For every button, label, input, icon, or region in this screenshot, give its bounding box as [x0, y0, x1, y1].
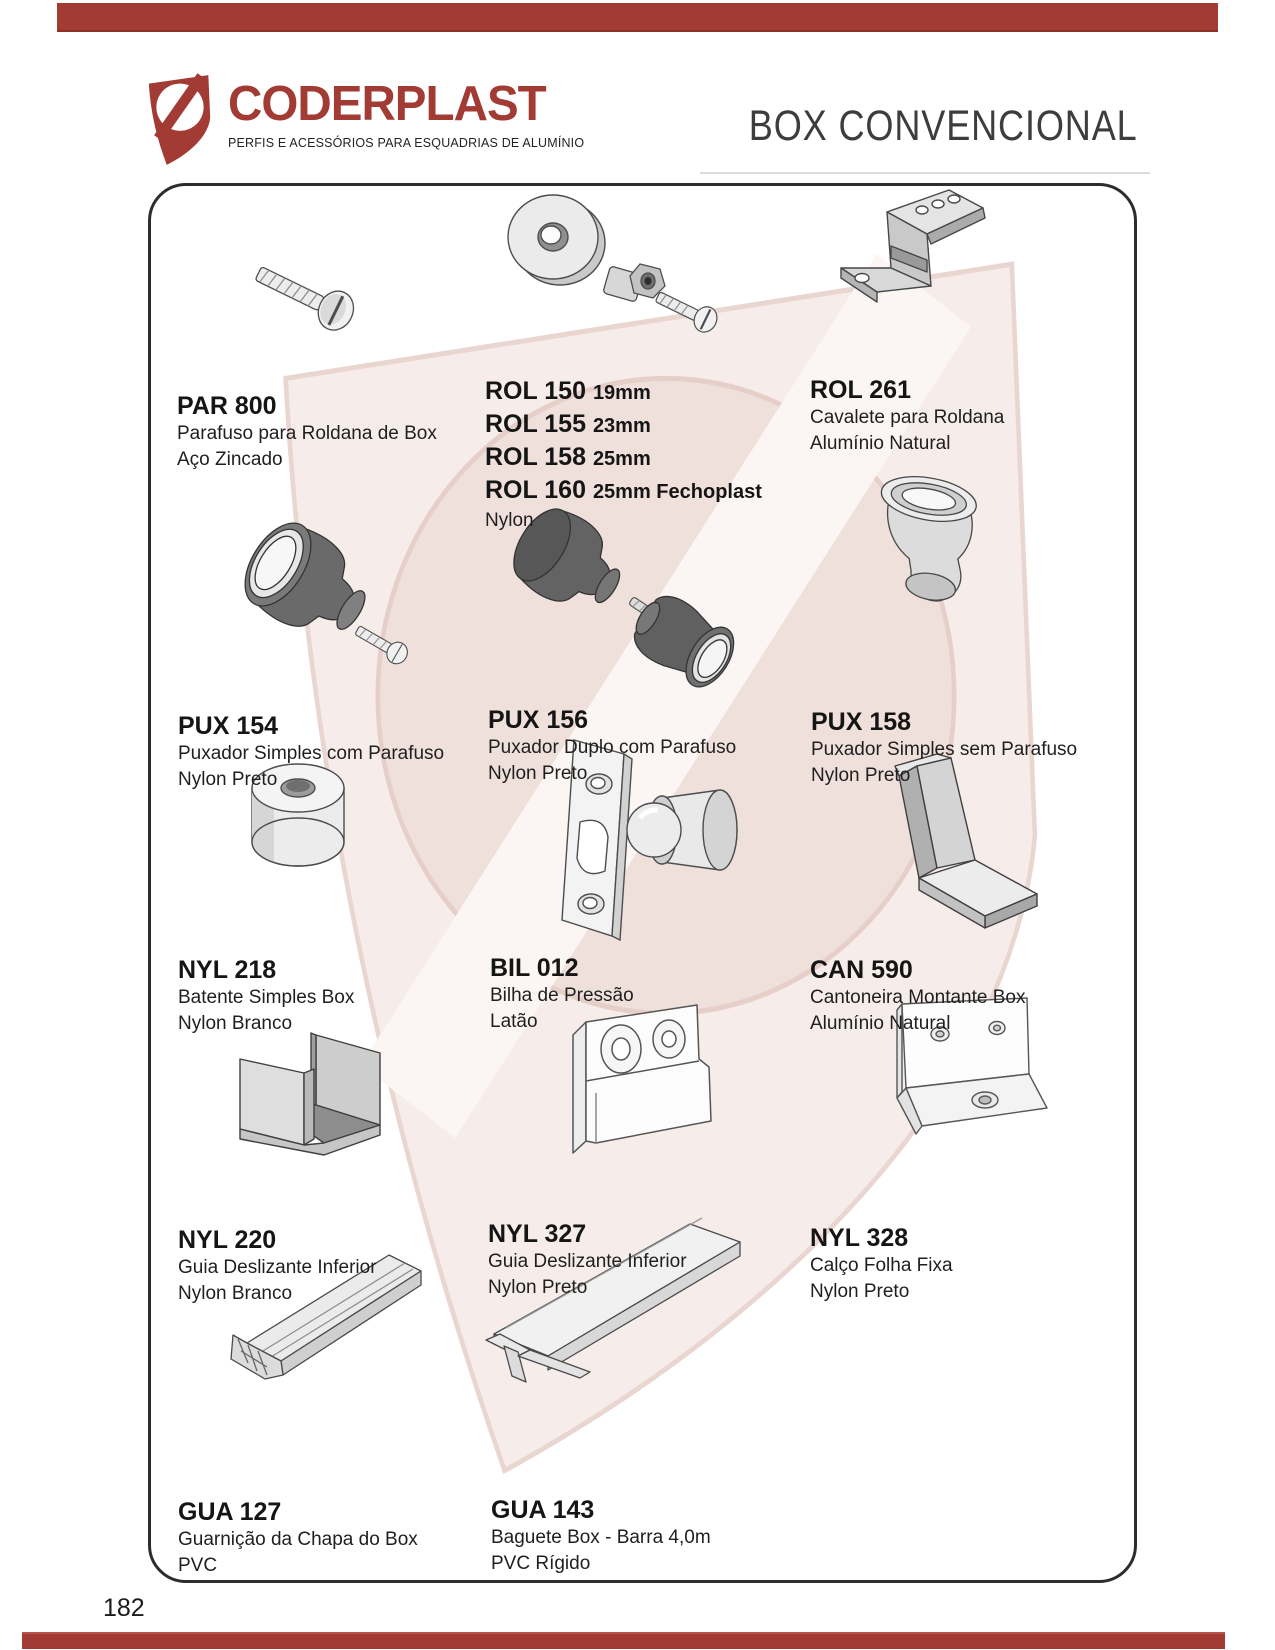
- product-material: Alumínio Natural: [810, 1013, 951, 1034]
- product-pux-156: [488, 705, 736, 787]
- coderplast-logo: [228, 77, 599, 150]
- product-gua-143: [491, 1495, 711, 1577]
- product-pux-158: [811, 707, 1077, 789]
- product-material: Aço Zincado: [177, 449, 283, 470]
- product-grid-container: [148, 183, 1137, 1583]
- product-bil-012: [490, 953, 634, 1035]
- brand-tagline: PERFIS E ACESSÓRIOS PARA ESQUADRIAS DE ALUMÍNIO: [228, 135, 585, 150]
- product-desc: Baguete Box - Barra 4,0m: [491, 1527, 711, 1548]
- product-code: ROL 261: [810, 376, 911, 404]
- product-code: PAR 800: [177, 392, 277, 420]
- product-code: GUA 127: [178, 1498, 282, 1526]
- rol-roller-illustration: [506, 190, 724, 342]
- product-material: Nylon Preto: [810, 1281, 910, 1302]
- product-rol-series: [485, 376, 762, 534]
- pux-158-knob-illustration: [859, 470, 1001, 630]
- product-par-800: [177, 391, 437, 473]
- product-code-line: ROL 150 19mm: [485, 377, 651, 405]
- product-material: Nylon Branco: [178, 1013, 293, 1034]
- product-code: BIL 012: [490, 954, 579, 982]
- product-nyl-327: [488, 1219, 687, 1301]
- product-material: PVC Rígido: [491, 1553, 591, 1574]
- par-800-screw-illustration: [251, 252, 366, 342]
- product-code: PUX 158: [811, 708, 912, 736]
- product-nyl-220: [178, 1225, 377, 1307]
- product-code: GUA 143: [491, 1496, 595, 1524]
- product-desc: Parafuso para Roldana de Box: [177, 423, 437, 444]
- product-desc: Guia Deslizante Inferior: [178, 1257, 377, 1278]
- product-nyl-218: [178, 955, 354, 1037]
- page-number: 182: [103, 1594, 145, 1622]
- product-material: Nylon Preto: [488, 1277, 588, 1298]
- product-code: PUX 156: [488, 706, 589, 734]
- product-material: PVC: [178, 1555, 218, 1576]
- product-desc: Guarnição da Chapa do Box: [178, 1529, 418, 1550]
- nyl-220-channel-illustration: [226, 1031, 394, 1179]
- product-code: NYL 218: [178, 956, 277, 984]
- product-material: Nylon: [485, 510, 534, 531]
- product-desc: Puxador Simples sem Parafuso: [811, 739, 1078, 760]
- product-rol-261: [810, 375, 1004, 457]
- rol-261-bracket-illustration: [829, 188, 997, 326]
- product-desc: Calço Folha Fixa: [810, 1255, 953, 1276]
- product-code-line: ROL 160 25mm Fechoplast: [485, 476, 762, 504]
- product-code: PUX 154: [178, 712, 279, 740]
- product-material: Alumínio Natural: [810, 433, 951, 454]
- product-nyl-328: [810, 1223, 953, 1305]
- product-material: Nylon Preto: [488, 763, 588, 784]
- top-red-bar: [57, 3, 1218, 32]
- product-code: NYL 220: [178, 1226, 277, 1254]
- product-desc: Batente Simples Box: [178, 987, 355, 1008]
- header-rule: [700, 172, 1150, 174]
- product-desc: Puxador Duplo com Parafuso: [488, 737, 737, 758]
- page-title: BOX CONVENCIONAL: [748, 102, 1138, 150]
- product-material: Latão: [490, 1011, 538, 1032]
- product-code-line: ROL 158 25mm: [485, 443, 651, 471]
- product-material: Nylon Preto: [178, 769, 278, 790]
- product-can-590: [810, 955, 1025, 1037]
- product-code: CAN 590: [810, 956, 913, 984]
- coderplast-logo-icon: [146, 72, 214, 167]
- pux-154-knob-illustration: [233, 516, 423, 668]
- product-code-line: ROL 155 23mm: [485, 410, 651, 438]
- product-gua-127: [178, 1497, 418, 1579]
- product-code: NYL 328: [810, 1224, 909, 1252]
- product-code: NYL 327: [488, 1220, 587, 1248]
- bottom-red-bar: [22, 1632, 1225, 1649]
- product-material: Nylon Branco: [178, 1283, 293, 1304]
- product-material: Nylon Preto: [811, 765, 911, 786]
- product-desc: Puxador Simples com Parafuso: [178, 743, 445, 764]
- product-desc: Guia Deslizante Inferior: [488, 1251, 687, 1272]
- brand-name: CODERPLAST: [228, 77, 546, 131]
- product-pux-154: [178, 711, 444, 793]
- product-desc: Bilha de Pressão: [490, 985, 634, 1006]
- product-desc: Cantoneira Montante Box: [810, 987, 1026, 1008]
- product-desc: Cavalete para Roldana: [810, 407, 1005, 428]
